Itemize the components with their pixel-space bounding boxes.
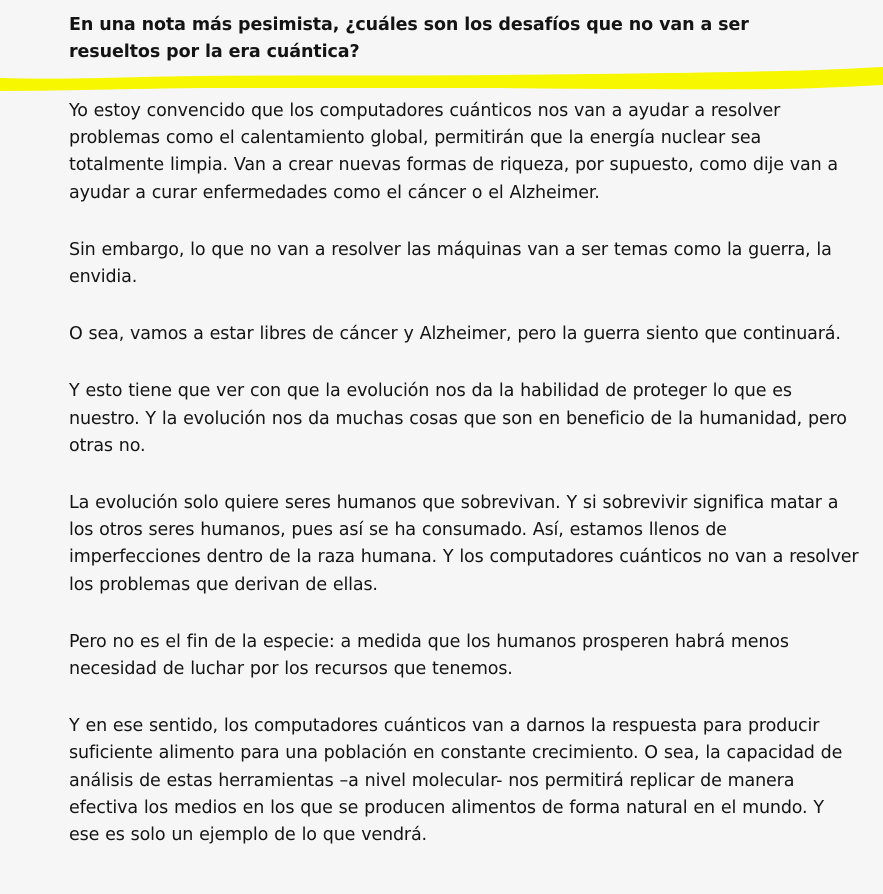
answer-paragraph: Yo estoy convencido que los computadores cuánticos nos van a ayudar a resolver problemas como el calentamiento global, permitirán que la energía nuclear sea totalmente limpia. Van a crear nuevas formas de riqueza, por supuesto, como dije van a ayudar a curar enfermedades como el cáncer o el Alzheimer. — [69, 101, 838, 203]
highlight-brush-path — [0, 67, 883, 91]
answer-body — [69, 98, 859, 879]
interview-question: En una nota más pesimista, ¿cuáles son los desafíos que no van a ser resueltos por la era cuántica? — [69, 15, 749, 62]
yellow-highlight-stroke — [0, 58, 883, 102]
answer-paragraph: O sea, vamos a estar libres de cáncer y Alzheimer, pero la guerra siento que continuará. — [69, 324, 841, 345]
answer-paragraph: Pero no es el fin de la especie: a medida que los humanos prosperen habrá menos necesidad de luchar por los recursos que tenemos. — [69, 631, 789, 680]
answer-paragraph: Y esto tiene que ver con que la evolución nos da la habilidad de proteger lo que es nuestro. Y la evolución nos da muchas cosas que son en beneficio de la humanidad, pero otras no. — [69, 381, 847, 456]
answer-paragraph: La evolución solo quiere seres humanos que sobrevivan. Y si sobrevivir significa matar a los otros seres humanos, pues así se ha consumado. Así, estamos llenos de imperfecciones dentro de la raza humana. Y los computadores cuánticos no van a resolver los problemas que derivan de ellas. — [69, 493, 859, 595]
answer-paragraph: Sin embargo, lo que no van a resolver las máquinas van a ser temas como la guerra, la envidia. — [69, 239, 832, 288]
answer-paragraph: Y en ese sentido, los computadores cuánticos van a darnos la respuesta para producir suficiente alimento para una población en constante crecimiento. O sea, la capacidad de análisis de estas herramientas –a nivel molecular- nos permitirá replicar de manera efectiva los medios en los que se producen alimentos de forma natural en el mundo. Y ese es solo un ejemplo de lo que vendrá. — [69, 716, 843, 846]
